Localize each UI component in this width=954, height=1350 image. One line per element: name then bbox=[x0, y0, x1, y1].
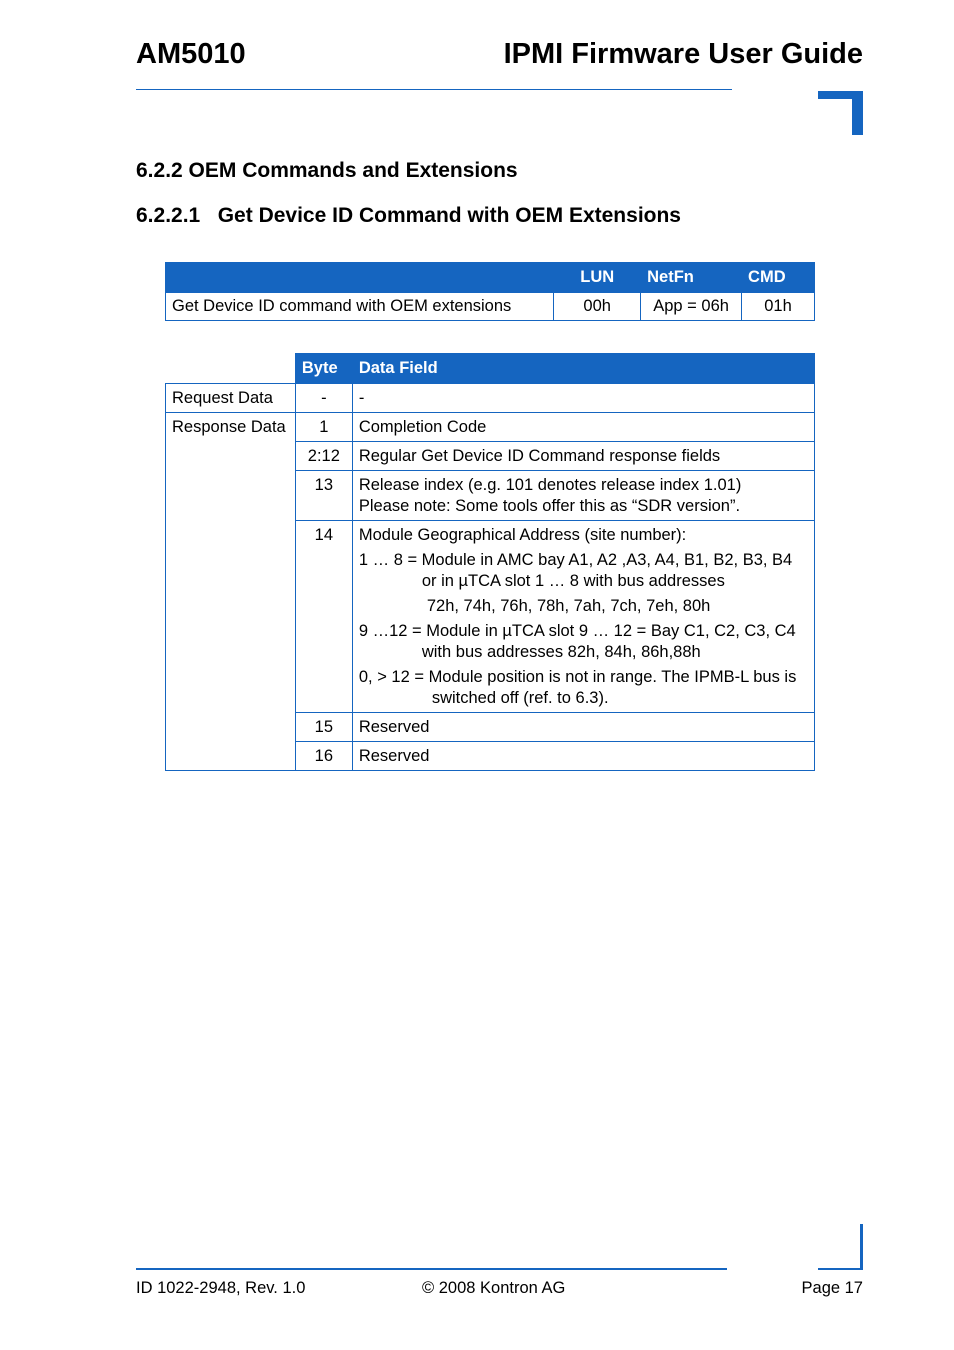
byte-cell: 1 bbox=[295, 413, 352, 442]
guide-title: IPMI Firmware User Guide bbox=[503, 38, 863, 70]
field-cell: Regular Get Device ID Command response fields bbox=[352, 442, 814, 471]
header-cell-data-field: Data Field bbox=[352, 354, 814, 384]
field-line: 72h, 74h, 76h, 78h, 7ah, 7ch, 7eh, 80h bbox=[426, 597, 711, 615]
corner-mark-bottom bbox=[860, 1224, 863, 1270]
footer-copyright: © 2008 Kontron AG bbox=[422, 1279, 566, 1297]
byte-cell: - bbox=[295, 384, 352, 413]
field-line: with bus addresses 82h, 84h, 86h,88h bbox=[421, 643, 701, 661]
command-lun: 00h bbox=[554, 293, 641, 321]
footer-page-number: Page 17 bbox=[801, 1279, 863, 1297]
field-cell: - bbox=[352, 384, 814, 413]
field-line: switched off (ref. to 6.3). bbox=[431, 689, 609, 707]
byte-cell: 2:12 bbox=[295, 442, 352, 471]
header-blank bbox=[166, 354, 296, 384]
table-row bbox=[166, 384, 815, 413]
byte-cell: 15 bbox=[295, 713, 352, 742]
section-heading: 6.2.2 OEM Commands and Extensions bbox=[136, 159, 518, 182]
footer-rule bbox=[136, 1268, 727, 1270]
table-row bbox=[166, 413, 815, 442]
header-cell-netfn: NetFn bbox=[641, 263, 742, 293]
field-line: Release index (e.g. 101 denotes release index 1.01) bbox=[358, 476, 742, 494]
table-row bbox=[166, 293, 815, 321]
subsection-heading: 6.2.2.1 Get Device ID Command with OEM Extensions bbox=[136, 204, 681, 227]
corner-mark-top-vertical bbox=[852, 91, 863, 135]
command-table-header bbox=[166, 263, 815, 293]
field-cell bbox=[352, 471, 814, 521]
header-cell-byte: Byte bbox=[295, 354, 352, 384]
header-cell-name bbox=[166, 263, 554, 293]
header-rule bbox=[136, 89, 732, 90]
product-title: AM5010 bbox=[136, 38, 246, 70]
data-table-header bbox=[166, 354, 815, 384]
command-name: Get Device ID command with OEM extensions bbox=[166, 293, 554, 321]
field-cell: Reserved bbox=[352, 742, 814, 771]
command-table bbox=[165, 262, 815, 321]
field-line: 1 … 8 = Module in AMC bay A1, A2 ,A3, A4, B1, B2, B3, B4 bbox=[358, 551, 793, 569]
header-cell-lun: LUN bbox=[554, 263, 641, 293]
field-line: 0, > 12 = Module position is not in range. The IPMB-L bus is bbox=[358, 668, 797, 686]
field-line: Module Geographical Address (site number): bbox=[358, 526, 687, 544]
response-label: Response Data bbox=[166, 413, 296, 771]
field-cell: Completion Code bbox=[352, 413, 814, 442]
byte-cell: 16 bbox=[295, 742, 352, 771]
field-line: Please note: Some tools offer this as “SDR version”. bbox=[358, 497, 741, 515]
command-cmd: 01h bbox=[742, 293, 815, 321]
header-cell-cmd: CMD bbox=[742, 263, 815, 293]
field-cell bbox=[352, 521, 814, 713]
corner-mark-bottom-horizontal bbox=[818, 1268, 863, 1270]
field-line: or in µTCA slot 1 … 8 with bus addresses bbox=[421, 572, 725, 590]
field-cell: Reserved bbox=[352, 713, 814, 742]
field-line: 9 …12 = Module in µTCA slot 9 … 12 = Bay C1, C2, C3, C4 bbox=[358, 622, 796, 640]
byte-cell: 14 bbox=[295, 521, 352, 713]
footer-doc-id: ID 1022-2948, Rev. 1.0 bbox=[136, 1279, 306, 1297]
byte-cell: 13 bbox=[295, 471, 352, 521]
request-label: Request Data bbox=[166, 384, 296, 413]
command-netfn: App = 06h bbox=[641, 293, 742, 321]
data-field-table bbox=[165, 353, 815, 771]
